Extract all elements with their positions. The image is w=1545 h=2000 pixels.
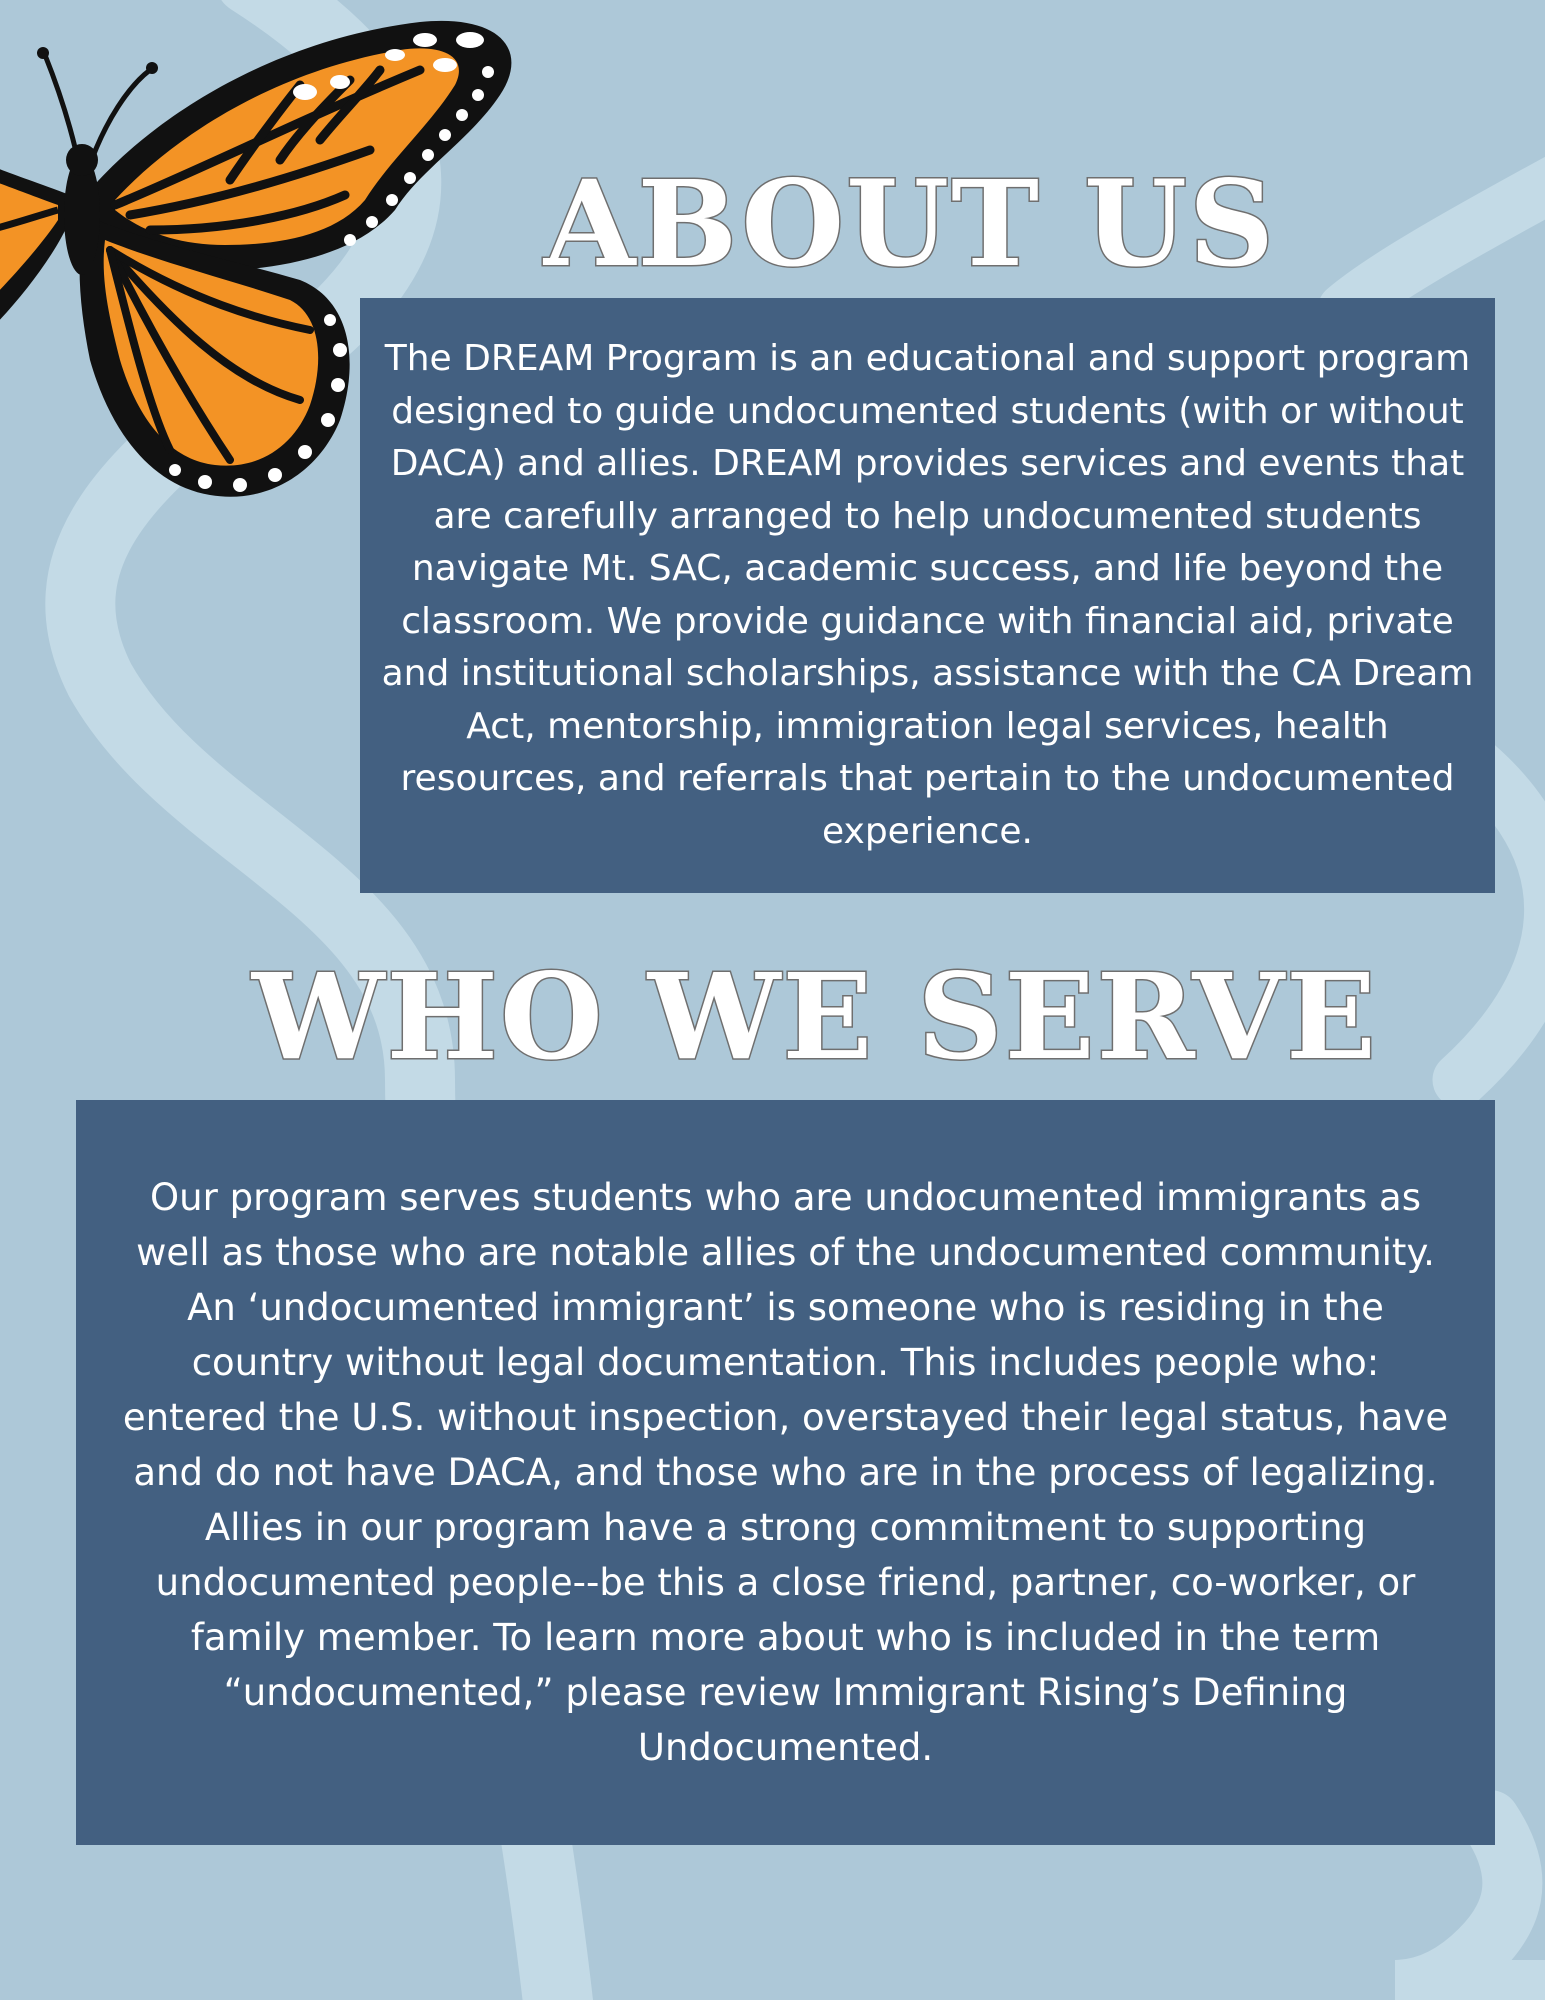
about-us-heading: ABOUT US [543, 154, 1277, 293]
who-we-serve-heading: WHO WE SERVE [252, 947, 1378, 1086]
who-we-serve-panel [76, 1100, 1495, 1845]
who-we-serve-text: Our program serves students who are undocumented immigrants as well as those who are notable allies of the undocumented community. An ‘undocumented immigrant’ is someone who is residing in the country without legal documentation. This includes people who: entered the U.S. without inspection, overstayed their legal status, have and do not have DACA, and those who are in the process of legalizing. Allies in our program have a strong commitment to supporting undocumented people--be this a close friend, partner, co-worker, or family member. To learn more about who is included in the term “undocumented,” please review Immigrant Rising’s Defining Undocumented. [122, 1176, 1449, 1769]
about-us-text: The DREAM Program is an educational and support program designed to guide undocumented students (with or without DACA) and allies. DREAM provides services and events that are carefully arranged to help undocumented students navigate Mt. SAC, academic success, and life beyond the classroom. We provide guidance with financial aid, private and institutional scholarships, assistance with the CA Dream Act, mentorship, immigration legal services, health resources, and referrals that pertain to the undocumented experience. [381, 338, 1474, 852]
about-us-panel [360, 298, 1495, 893]
